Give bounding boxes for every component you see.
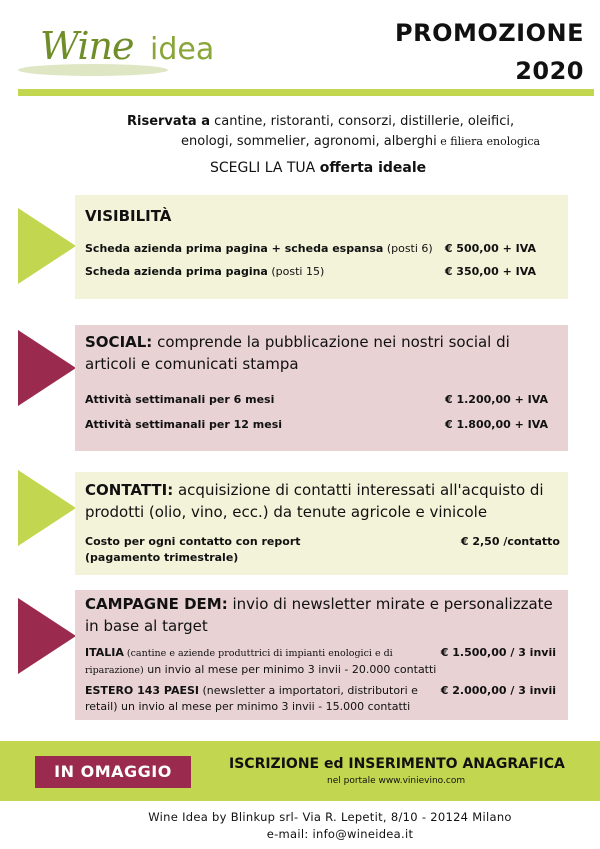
promo-title-line1: PROMOZIONE xyxy=(395,19,584,47)
visibilita-row-1 xyxy=(85,241,556,257)
visibilita-arrow-icon xyxy=(18,208,76,284)
dem-title-text: invio di newsletter mirate e personalizzate in base al target xyxy=(85,595,553,635)
intro-line-2 xyxy=(181,132,591,152)
dem-row-2-desc-bold: ESTERO 143 PAESI xyxy=(85,684,199,697)
contatti-row-1-desc xyxy=(85,534,315,566)
dem-title-label: CAMPAGNE DEM: xyxy=(85,595,228,613)
omaggio-badge: IN OMAGGIO xyxy=(35,756,191,788)
intro-line2-small: e filiera enologica xyxy=(436,135,541,148)
social-row-2-desc xyxy=(85,417,445,433)
contatti-row-1-price: € 2,50 /contatto xyxy=(460,535,560,548)
promo-title xyxy=(344,14,584,90)
visibilita-row-2-price: € 350,00 + IVA xyxy=(444,265,536,278)
contatti-title-label: CONTATTI: xyxy=(85,481,174,499)
visibilita-title-text: VISIBILITÀ xyxy=(85,207,172,225)
visibilita-title xyxy=(75,205,181,227)
contatti-row-1-desc-bold: Costo per ogni contatto con report (pagamento trimestrale) xyxy=(85,535,301,564)
visibilita-box xyxy=(75,195,568,299)
social-row-2-price: € 1.800,00 + IVA xyxy=(444,418,548,431)
logo xyxy=(18,20,228,80)
dem-row-2-price: € 2.000,00 / 3 invii xyxy=(440,684,556,697)
intro-lead: Riservata a xyxy=(127,114,210,129)
dem-arrow-icon xyxy=(18,598,76,674)
social-row-2 xyxy=(85,417,556,433)
footer xyxy=(0,809,600,843)
intro-scegli-text: SCEGLI LA TUA xyxy=(210,160,320,176)
intro-line1-rest: cantine, ristoranti, consorzi, distillerie, oleifici, xyxy=(209,114,515,129)
contatti-title xyxy=(75,479,565,523)
intro-scegli xyxy=(210,160,510,176)
omaggio-band xyxy=(0,741,600,801)
logo-wine-text: Wine xyxy=(40,24,134,68)
logo-idea-text: idea xyxy=(150,32,215,67)
omaggio-subtitle: nel portale www.vinievino.com xyxy=(327,776,466,786)
dem-box xyxy=(75,590,568,720)
social-row-1-desc xyxy=(85,392,445,408)
visibilita-row-1-price: € 500,00 + IVA xyxy=(444,242,536,255)
contatti-title-text: acquisizione di contatti interessati all'acquisto di prodotti (olio, vino, ecc.) da tenute agricole e vinicole xyxy=(85,481,544,521)
promo-title-line2: 2020 xyxy=(515,57,584,85)
visibilita-row-2-desc xyxy=(85,264,445,280)
footer-email: e-mail: info@wineidea.it xyxy=(266,827,414,841)
dem-row-1-desc-bold: ITALIA xyxy=(85,646,124,659)
dem-title xyxy=(75,593,565,637)
social-row-2-desc-bold: Attività settimanali per 12 mesi xyxy=(85,418,283,431)
visibilita-row-1-desc-bold: Scheda azienda prima pagina + scheda espansa xyxy=(85,242,384,255)
dem-row-1-desc xyxy=(85,645,440,679)
dem-row-1-desc-small: (cantine e aziende produttrici di impianti enologici e di riparazione) xyxy=(85,648,393,676)
dem-row-2 xyxy=(85,683,556,717)
social-title xyxy=(75,331,565,375)
visibilita-row-1-desc xyxy=(85,241,445,257)
social-row-1-desc-bold: Attività settimanali per 6 mesi xyxy=(85,393,275,406)
social-box xyxy=(75,325,568,451)
social-row-1 xyxy=(85,392,556,408)
social-arrow-icon xyxy=(18,330,76,406)
intro-line2-text: enologi, sommelier, agronomi, alberghi xyxy=(181,134,437,149)
contatti-box xyxy=(75,472,568,575)
dem-row-1-price: € 1.500,00 / 3 invii xyxy=(440,646,556,659)
footer-address: Wine Idea by Blinkup srl- Via R. Lepetit, 8/10 - 20124 Milano xyxy=(148,810,512,824)
dem-row-1 xyxy=(85,645,556,679)
dem-row-2-desc xyxy=(85,683,425,715)
omaggio-title: ISCRIZIONE ed INSERIMENTO ANAGRAFICA xyxy=(229,756,565,772)
social-row-1-price: € 1.200,00 + IVA xyxy=(444,393,548,406)
visibilita-row-2 xyxy=(85,264,556,280)
dem-row-1-desc-rest: un invio al mese per minimo 3 invii - 20.000 contatti xyxy=(143,663,437,676)
visibilita-row-1-desc-rest: (posti 6) xyxy=(383,242,433,255)
intro-scegli-bold: offerta ideale xyxy=(319,160,427,176)
social-title-text: comprende la pubblicazione nei nostri social di articoli e comunicati stampa xyxy=(85,333,510,373)
visibilita-row-2-desc-rest: (posti 15) xyxy=(267,265,325,278)
contatti-row-1 xyxy=(85,534,560,568)
top-divider-bar xyxy=(18,89,594,96)
social-title-label: SOCIAL: xyxy=(85,333,153,351)
visibilita-row-2-desc-bold: Scheda azienda prima pagina xyxy=(85,265,268,278)
intro-line-1 xyxy=(127,112,587,132)
contatti-arrow-icon xyxy=(18,470,76,546)
dem-row-2-desc-rest: (newsletter a importatori, distributori e retail) un invio al mese per minimo 3 invii - 15.000 contatti xyxy=(85,684,418,713)
